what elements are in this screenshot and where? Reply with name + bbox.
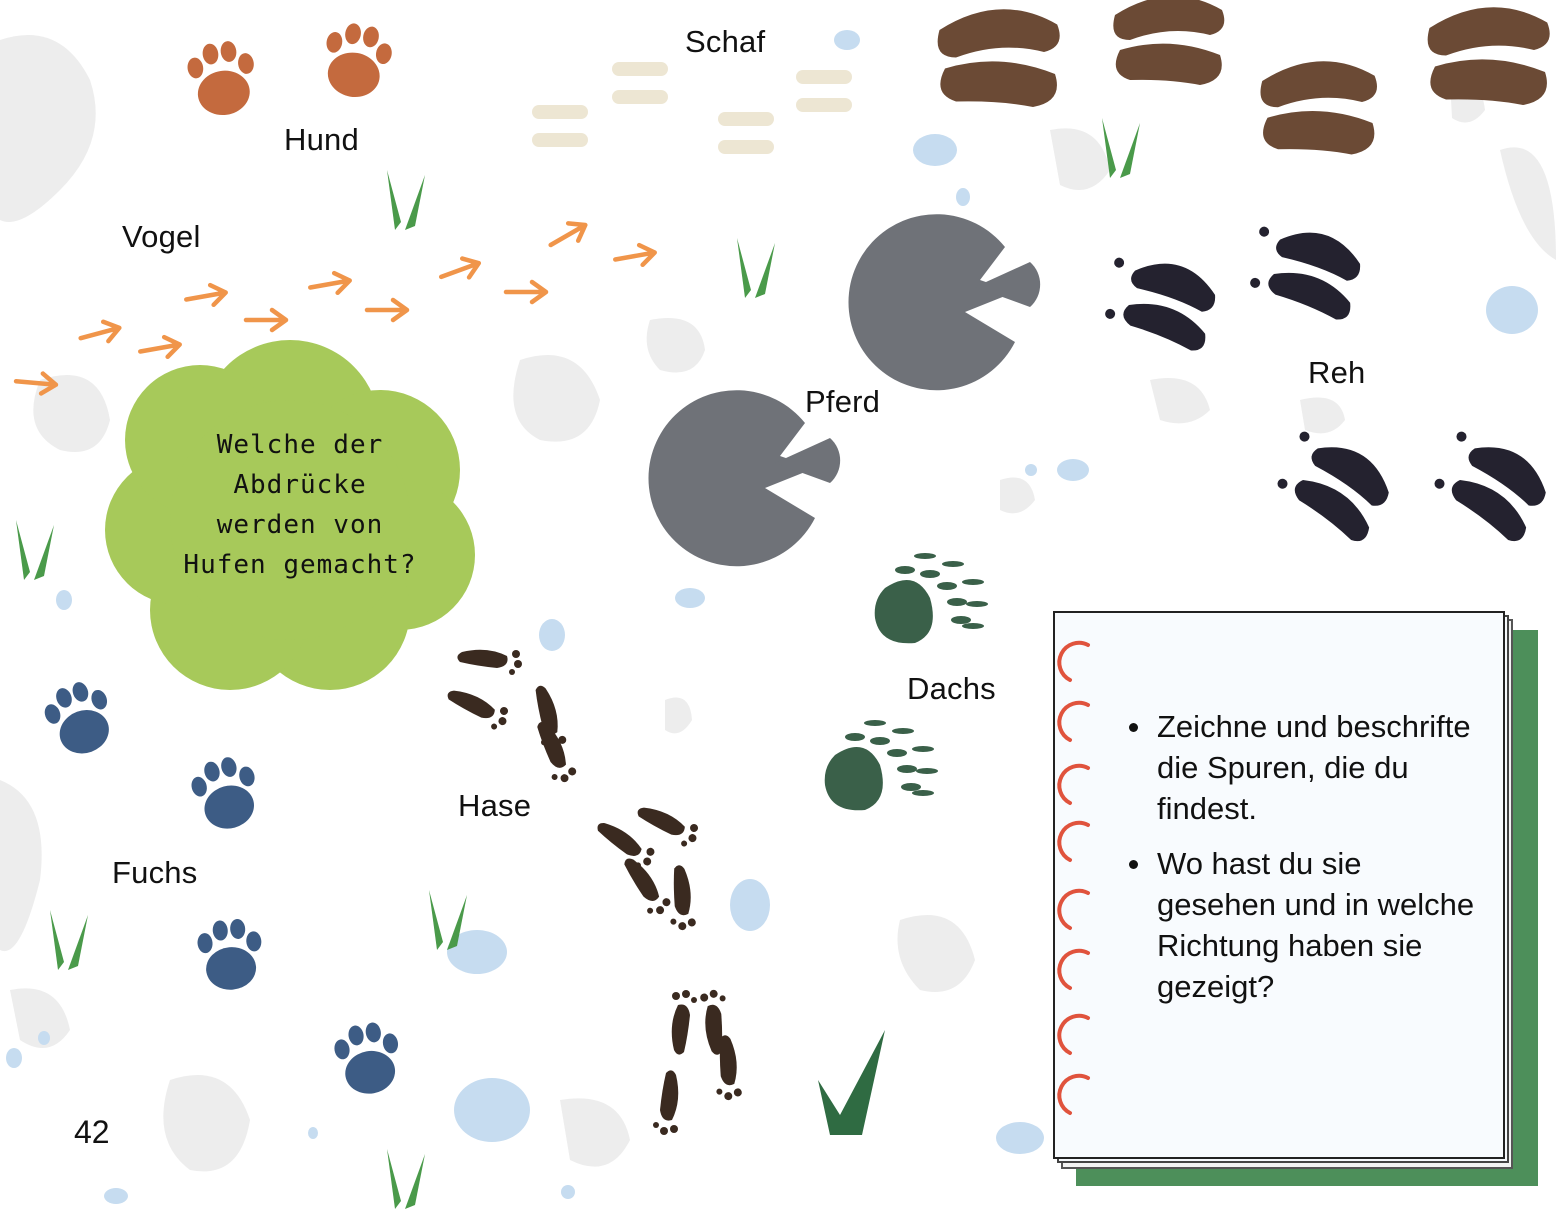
- label-dachs: Dachs: [907, 671, 996, 706]
- notebook-task-item: Wo hast du sie gesehen und in welche Richtung haben sie gezeigt?: [1125, 843, 1485, 1007]
- notebook-task-list: [1125, 706, 1485, 1021]
- question-line: Hufen gemacht?: [183, 550, 417, 580]
- question-bubble-text: [150, 425, 450, 585]
- label-pferd: Pferd: [805, 384, 881, 419]
- label-hund: Hund: [284, 122, 359, 157]
- hund-tracks: [185, 19, 396, 119]
- question-line: werden von: [216, 510, 384, 540]
- fuchs-tracks: [38, 675, 406, 1099]
- page-number: 42: [74, 1114, 110, 1150]
- hase-tracks: [442, 650, 743, 1135]
- label-reh: Reh: [1308, 355, 1366, 390]
- kuh-tracks: [938, 0, 1550, 155]
- label-schaf: Schaf: [685, 24, 766, 59]
- question-line: Welche der: [216, 430, 384, 460]
- notebook-task-item: Zeichne und beschrifte die Spuren, die du findest.: [1125, 706, 1485, 829]
- label-hase: Hase: [458, 788, 532, 823]
- label-fuchs: Fuchs: [112, 855, 198, 890]
- label-vogel: Vogel: [122, 219, 201, 254]
- schaf-tracks: [532, 62, 852, 154]
- question-line: Abdrücke: [233, 470, 367, 500]
